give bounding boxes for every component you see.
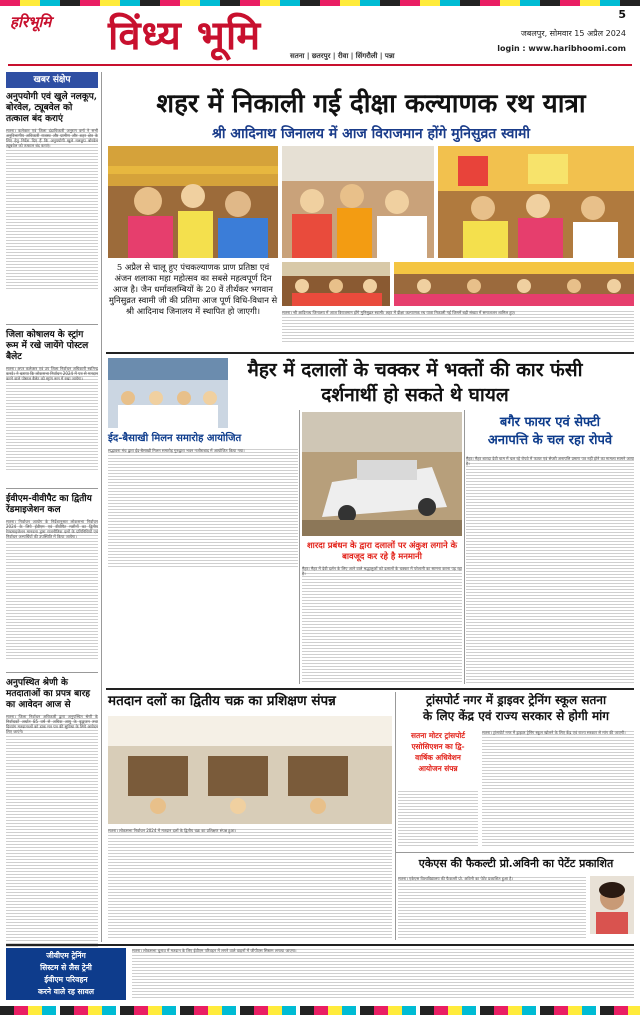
edition-cities: सतना | छतरपुर | रीवा | सिंगरौली | पन्ना <box>290 52 395 60</box>
top-story-headline: शहर में निकाली गई दीक्षा कल्याणक रथ यात्रा <box>156 89 586 119</box>
sidebar-body: सतना। अपर कलेक्टर एवं उप जिला निर्वाचन अधिकारी स्वतिन्द्र कनडे। ने बताया कि लोकसभा निर्वाचन 2024 में पत्र से मतदान करने वाले पोस्टल बैलेट को स्ट्रांग रूम में रखा जायेगा। <box>6 366 98 472</box>
transport-body: सतना। ट्रांसपोर्ट नगर में ड्राइवर ट्रेनिंग स्कूल खोलने के लिए केंद्र एवं राज्य सरकार से मांग की जाएगी। <box>482 730 634 848</box>
ad-line: ईवीएम परिवहन <box>44 975 88 984</box>
haribhoomi-logo: हरिभूमि <box>10 13 52 31</box>
transport-headline: ट्रांसपोर्ट नगर में ड्राइवर ट्रेनिंग स्कूल सतना <box>425 693 607 707</box>
ad-line: सिस्टम से लैस ट्रेनी <box>40 963 92 972</box>
maihar-subheadline: दर्शनार्थी हो सकते थे घायल <box>321 384 509 406</box>
sidebar <box>6 72 98 942</box>
patent-body: सतना। एकेएस विश्वविद्यालय की फैकल्टी प्रो. अविनी का पेटेंट प्रकाशित हुआ है। <box>398 876 586 940</box>
divider <box>106 688 634 690</box>
divider <box>6 672 98 673</box>
box-line: आयोजन संपन्न <box>418 764 458 773</box>
ad-line: करने वाले रह सावल <box>37 987 95 996</box>
training-photo <box>108 716 392 824</box>
patent-headline: एकेएस की फैकल्टी प्रो.अविनी का पेटेंट प्रकाशित <box>418 857 614 870</box>
maihar-headline: मैहर में दलालों के चक्कर में भक्तों की कार फंसी <box>247 359 583 381</box>
rath-yatra-photo <box>282 146 434 258</box>
sidebar-headline: जिला कोषालय के स्ट्रांग रूम में रखे जायेंगे पोस्टल बैलेट <box>6 330 89 362</box>
top-story-body: सतना। श्री आदिनाथ जिनालय में आज विराजमान होंगे मुनिसुव्रत स्वामी। शहर में दीक्षा कल्याणक रथ यात्रा निकाली गई जिसमें बड़ी संख्या में समाजजन शामिल हुए। <box>282 310 634 342</box>
divider <box>106 352 634 354</box>
fire-safety-body: मैहर। मैहर शारदा देवी धाम में चल रहे रोपवे में फायर एवं सेफ्टी अनापत्ति प्रमाण पत्र नहीं होने का मामला सामने आया है। <box>466 456 634 684</box>
eid-body: सद्भावना मंच द्वारा ईद-बैसाखी मिलन समारोह गुरुद्वारा भवन नजीराबाद में आयोजित किया गया। <box>108 448 298 568</box>
column-rule <box>299 410 300 684</box>
login-url[interactable]: login : www.haribhoomi.com <box>497 44 626 53</box>
eid-headline: ईद-बैसाखी मिलन समारोह आयोजित <box>108 433 242 444</box>
ad-line: जीवीएम ट्रेनिंग <box>46 951 86 960</box>
divider <box>6 488 98 489</box>
sidebar-body: सतना। निर्वाचन आयोग के निर्देशानुसार लोकसभा निर्वाचन 2024 के लिये ईवीएम एवं वीवीपैट मशीनों का द्वितीय रेण्डमाइजेशन मानवता द्वारा राजनीतिक दलों के प्रतिनिधियों एवं निर्वाचन अभ्यर्थियों की उपस्थिति में किया जायेगा। <box>6 519 98 659</box>
transport-body-2 <box>398 790 478 848</box>
top-story-pullquote: 5 अप्रैल से चालू हुए पंचकल्याणक प्राण प्रतिष्ठा एवं अंजन शलाका महा महोत्सव का सबसे महत्वपूर्ण दिन आज है। जैन धर्मावलम्बियों के 20 वें तीर्थंकर भगवान मुनिसुव्रत स्वामी जी की प्रतिमा आज पूर्ण विधि-विधान से श्री आदिनाथ जिनालय में स्थापित हो जाएगी। <box>108 262 278 316</box>
rath-yatra-photo <box>108 146 278 258</box>
fire-safety-subheadline: अनापत्ति के चल रहा रोपवे <box>487 433 613 448</box>
sidebar-label: खबर संक्षेप <box>6 72 98 88</box>
sidebar-headline: ईवीएम-वीवीपैट का द्वितीय रेंडमाइजेशन कल <box>6 494 92 515</box>
rath-yatra-photo <box>438 146 634 258</box>
bottom-color-bar <box>0 1006 640 1015</box>
column-rule <box>395 692 396 940</box>
professor-portrait <box>590 876 634 934</box>
column-rule <box>101 72 102 942</box>
footer-story-body: सतना। लोकसभा चुनाव में मतदान के लिए ईवीएम परिवहन में लगने वाले वाहनों में जीपीएस सिस्टम लगाया जाएगा। <box>132 948 634 1000</box>
transport-highlight-box <box>398 728 478 786</box>
transport-subheadline: के लिए केंद्र एवं राज्य सरकार से होगी मांग <box>422 709 609 723</box>
box-line: सतना मोटर ट्रांसपोर्ट <box>411 731 465 740</box>
training-body: सतना। लोकसभा निर्वाचन 2024 में मतदान दलों के द्वितीय चक्र का प्रशिक्षण संपन्न हुआ। <box>108 828 392 940</box>
masthead <box>0 6 640 68</box>
training-headline: मतदान दलों का द्वितीय चक्र का प्रशिक्षण संपन्न <box>108 693 336 709</box>
stuck-car-photo <box>302 412 462 536</box>
top-story-subheadline: श्री आदिनाथ जिनालय में आज विराजमान होंगे मुनिसुव्रत स्वामी <box>211 126 531 142</box>
eid-milan-photo <box>108 358 228 428</box>
procession-photo <box>282 262 390 306</box>
box-line: एसोसिएशन का द्वि- <box>411 742 465 751</box>
sidebar-body: सतना। जिला निर्वाचन अधिकारी द्वारा अनुपस्थित श्रेणी के निर्वाचकों अर्थात 85 वर्ष से अधिक आयु के वृद्धजन तथा दिव्यांग मतदाताओं को डाक मत पत्र की सुविधा के लिये आवेदन लिए जाएंगे। <box>6 714 98 972</box>
masthead-divider <box>8 64 632 66</box>
sidebar-headline: अनुपस्थित श्रेणी के मतदाताओं का प्रपत्र बारह का आवेदन आज से <box>6 678 91 710</box>
maihar-body: मैहर। मैहर में देवी दर्शन के लिए आने वाले श्रद्धालुओं को दलालों के चक्कर में परेशानी का सामना करना पड़ रहा है। <box>302 566 462 684</box>
box-line: वार्षिक अधिवेशन <box>415 753 461 762</box>
sidebar-headline: अनुपयोगी एवं खुले नलकूप, बोरवेल, ट्यूबवेल को तत्काल बंद कराएं <box>6 92 98 124</box>
sidebar-body: सतना। कलेक्टर एवं जिला दंडाधिकारी अनुराग वर्मा ने सभी अनुविभागीय अधिकारी राजस्व और ग्रामीण और शहर क्षेत्र के लिए हेतु निर्देश दिए हैं कि अनुपयोगी खुले नलकूप बोरवेल ट्यूबवेल को तत्काल बंद कराएं। <box>6 128 98 290</box>
maihar-photo-caption: शारदा प्रबंधन के द्वारा दलालों पर अंकुश लगाने के बावजूद कर रहे है मनमानी <box>306 540 458 561</box>
procession-photo <box>394 262 634 306</box>
dateline: जबलपुर, सोमवार 15 अप्रैल 2024 <box>520 29 626 38</box>
ad-box <box>6 948 126 1000</box>
page-number: 5 <box>618 8 626 21</box>
divider <box>396 852 634 853</box>
fire-safety-headline: बगैर फायर एवं सेफ्टी <box>499 415 601 430</box>
divider <box>6 944 634 946</box>
masthead-title: विंध्य भूमि <box>108 12 262 59</box>
column-rule <box>464 410 465 684</box>
divider <box>6 324 98 325</box>
